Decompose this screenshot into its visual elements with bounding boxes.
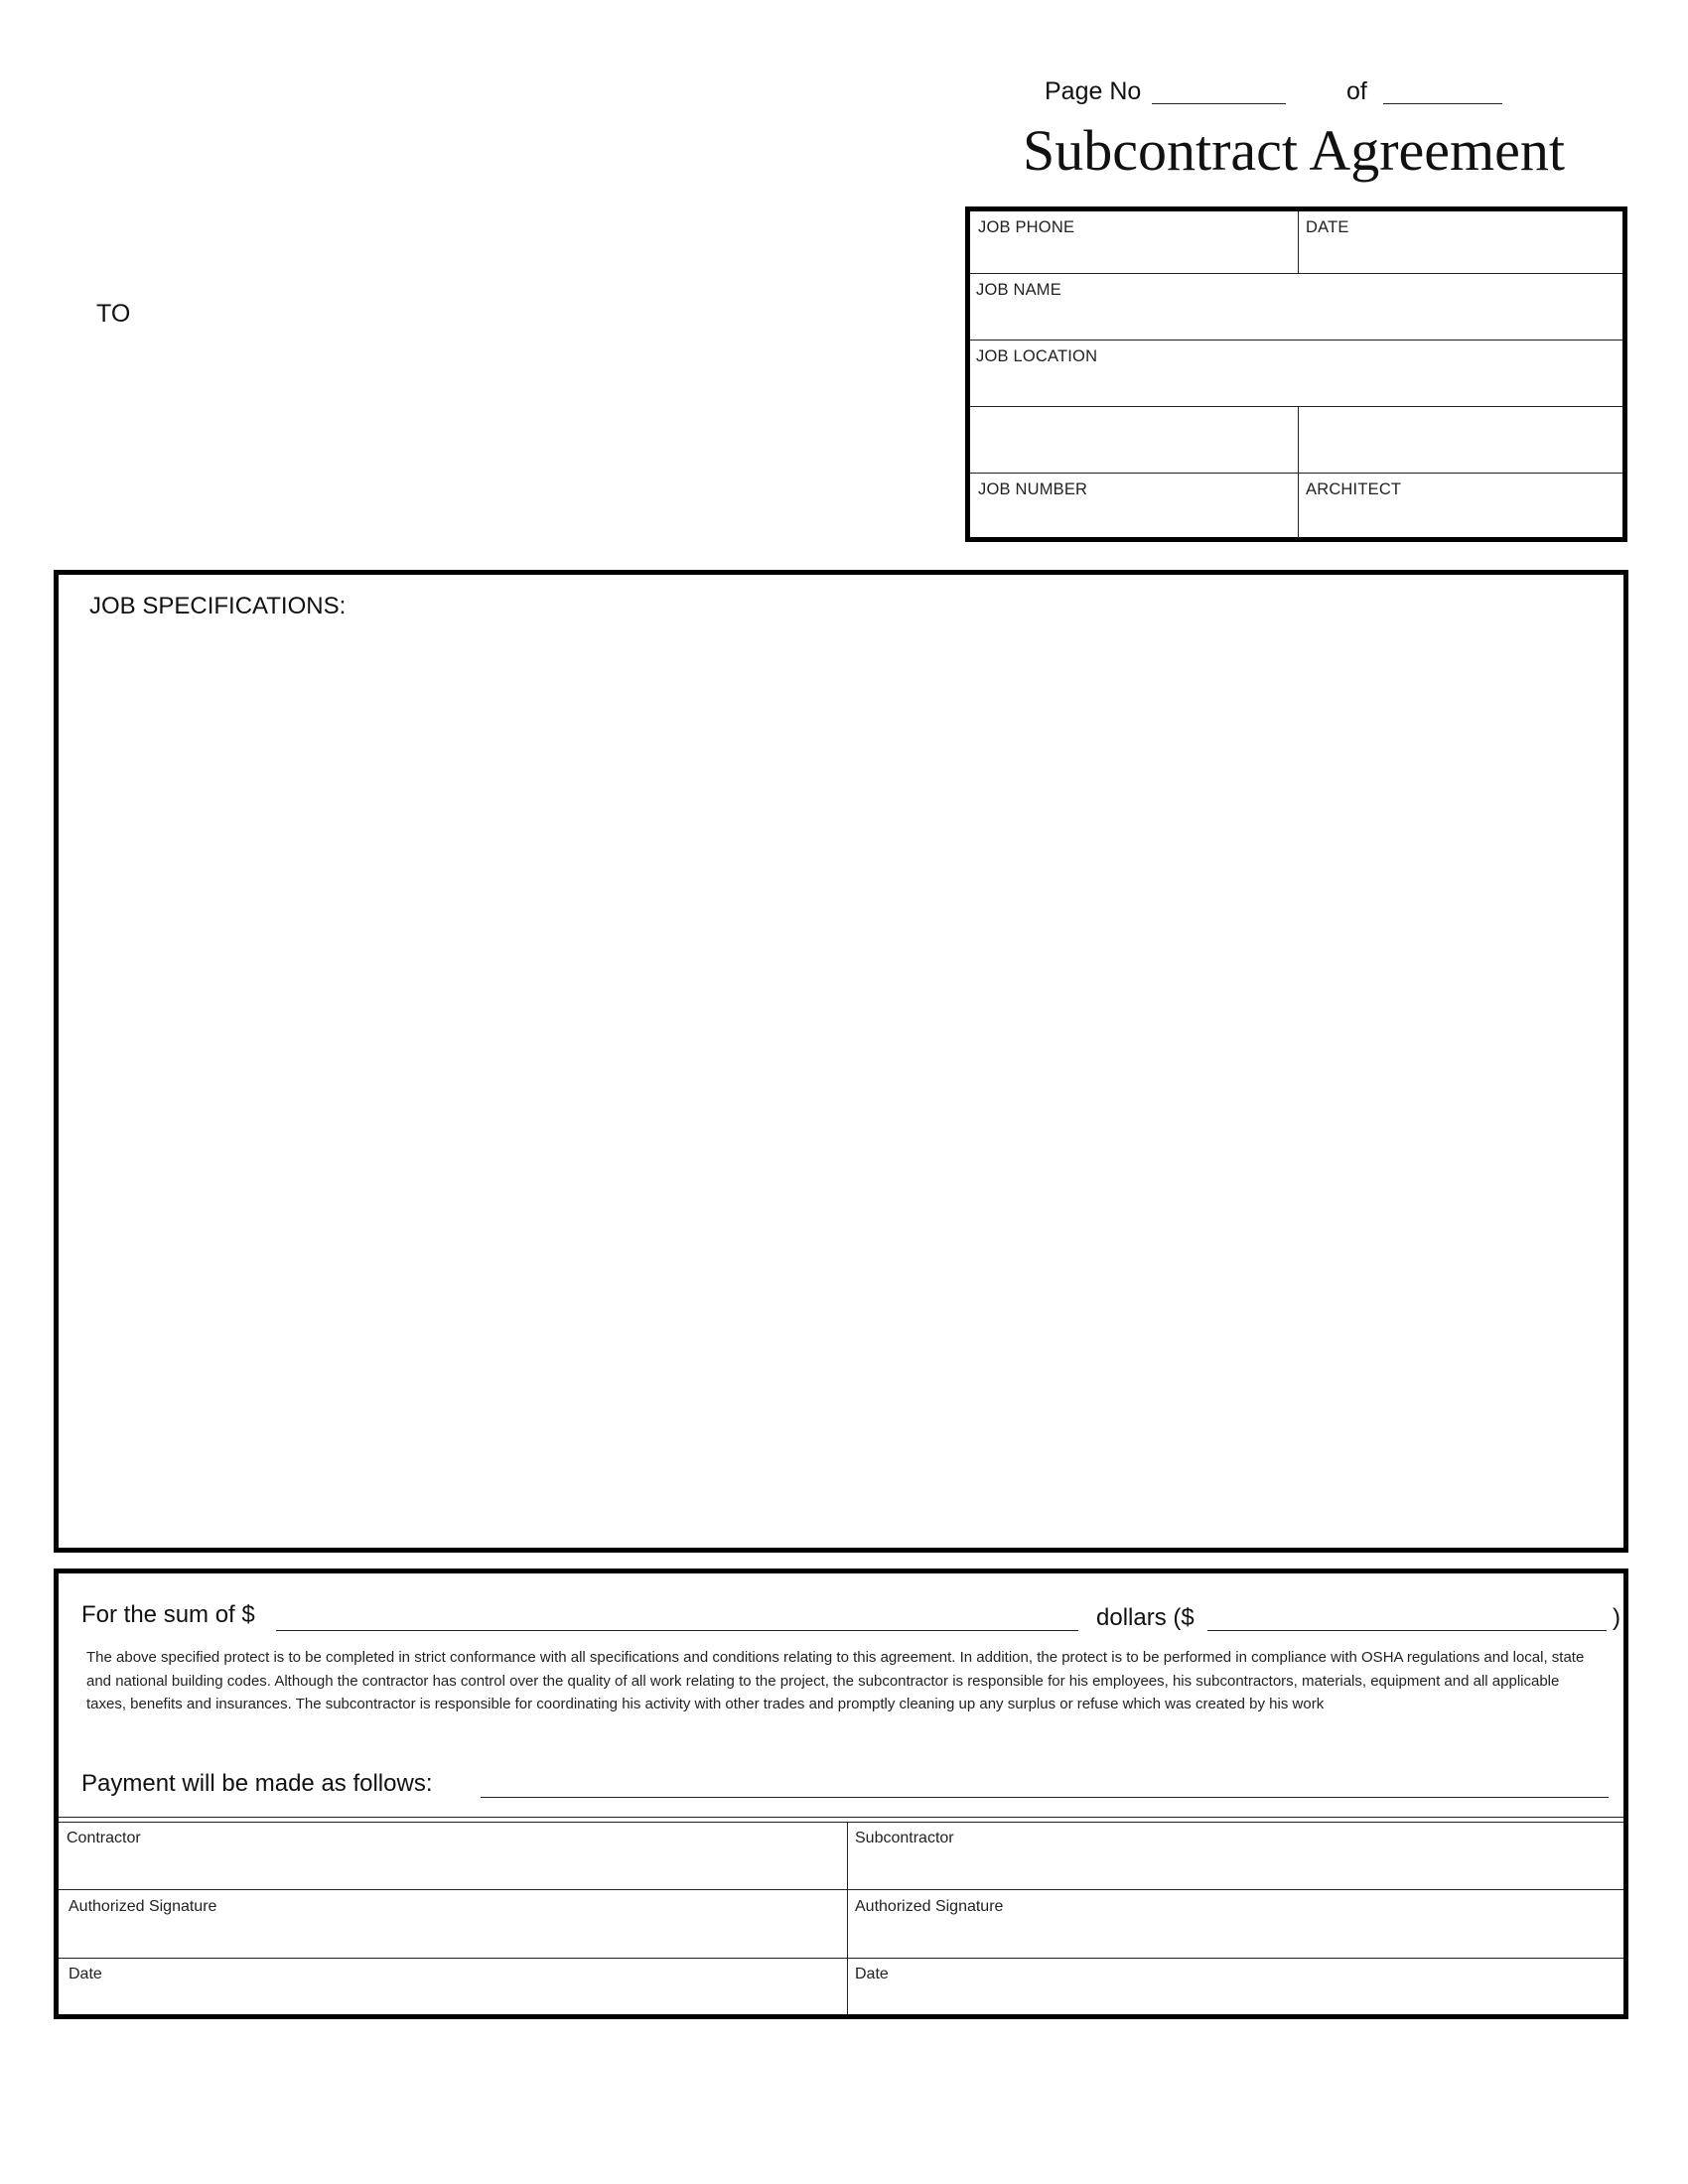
contractor-field[interactable]: Contractor bbox=[67, 1830, 141, 1846]
column-divider bbox=[1298, 406, 1299, 538]
page-total-field[interactable] bbox=[1383, 103, 1502, 104]
dollars-label: dollars ($ bbox=[1096, 1604, 1195, 1631]
job-location-field[interactable]: JOB LOCATION bbox=[976, 347, 1098, 365]
grid-divider bbox=[59, 1889, 1623, 1890]
date-field[interactable]: DATE bbox=[1306, 218, 1349, 236]
to-label: TO bbox=[96, 300, 131, 328]
job-info-box bbox=[965, 206, 1627, 542]
dollars-amount-field[interactable] bbox=[1207, 1630, 1607, 1631]
job-phone-field[interactable]: JOB PHONE bbox=[978, 218, 1075, 236]
column-divider bbox=[1298, 211, 1299, 273]
sum-label: For the sum of $ bbox=[81, 1601, 255, 1628]
payment-terms-field[interactable] bbox=[481, 1797, 1609, 1798]
row-divider bbox=[970, 340, 1622, 341]
sum-amount-field[interactable] bbox=[276, 1630, 1078, 1631]
job-specifications-box[interactable] bbox=[54, 570, 1628, 1553]
grid-divider bbox=[59, 1958, 1623, 1959]
subcontractor-date-field[interactable]: Date bbox=[855, 1966, 889, 1982]
row-divider bbox=[970, 406, 1622, 407]
grid-divider bbox=[59, 1822, 1623, 1823]
row-divider bbox=[970, 473, 1622, 474]
payment-terms-label: Payment will be made as follows: bbox=[81, 1770, 433, 1797]
subcontractor-field[interactable]: Subcontractor bbox=[855, 1830, 954, 1846]
job-number-field[interactable]: JOB NUMBER bbox=[978, 480, 1088, 498]
row-divider bbox=[970, 273, 1622, 274]
contractor-signature-field[interactable]: Authorized Signature bbox=[69, 1898, 217, 1915]
job-specifications-label: JOB SPECIFICATIONS: bbox=[89, 593, 347, 619]
close-paren: ) bbox=[1613, 1604, 1620, 1631]
document-title: Subcontract Agreement bbox=[1023, 118, 1565, 183]
page-total-label: of bbox=[1346, 77, 1367, 105]
grid-divider bbox=[59, 1817, 1623, 1818]
architect-field[interactable]: ARCHITECT bbox=[1306, 480, 1402, 498]
subcontractor-signature-field[interactable]: Authorized Signature bbox=[855, 1898, 1004, 1915]
job-name-field[interactable]: JOB NAME bbox=[976, 281, 1061, 299]
page-number-field[interactable] bbox=[1152, 103, 1286, 104]
contractor-date-field[interactable]: Date bbox=[69, 1966, 102, 1982]
page-number-label: Page No bbox=[1045, 77, 1142, 105]
payment-signature-box bbox=[54, 1569, 1628, 2019]
column-divider bbox=[847, 1822, 848, 2014]
terms-paragraph: The above specified protect is to be completed in strict conformance with all specifications and conditions relating to this agreement. In addition, the protect is to be performed in compliance with OSHA regulations and local, state and national building codes. Although the contractor has control over the quality of all work relating to the project, the subcontractor is responsible for his employees, his subcontractors, materials, equipment and all applicable taxes, benefits and insurances. The subcontractor is responsible for coordinating his activity with other trades and promptly cleaning up any surplus or refuse which was created by his work bbox=[86, 1649, 1585, 1712]
